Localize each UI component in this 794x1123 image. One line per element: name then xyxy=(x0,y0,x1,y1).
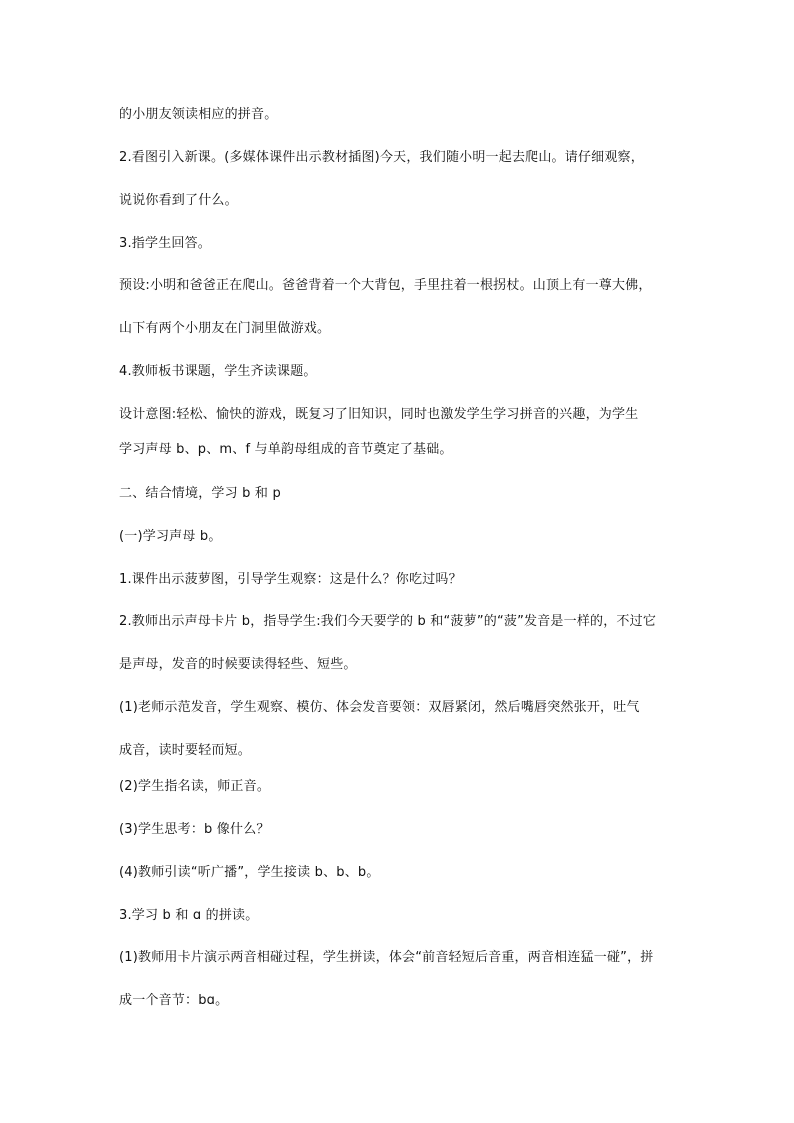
text-line: 的小朋友领读相应的拼音。 xyxy=(119,107,278,122)
text-line: 4.教师板书课题，学生齐读课题。 xyxy=(119,364,317,379)
text-line: (1)老师示范发音，学生观察、模仿、体会发音要领：双唇紧闭，然后嘴唇突然张开，吐气 xyxy=(119,700,640,715)
text-line: 成音，读时要轻而短。 xyxy=(119,743,252,758)
text-line: 设计意图:轻松、愉快的游戏，既复习了旧知识，同时也激发学生学习拼音的兴趣，为学生 xyxy=(119,407,639,422)
text-line: 是声母，发音的时候要读得轻些、短些。 xyxy=(119,657,357,672)
section-heading: 二、结合情境，学习 b 和 p xyxy=(119,486,281,501)
text-line: (4)教师引读“听广播”，学生接读 b、b、b。 xyxy=(119,865,380,880)
text-line: 2.教师出示声母卡片 b，指导学生:我们今天要学的 b 和“菠萝”的“菠”发音是一样的，不过它 xyxy=(119,614,657,629)
text-line: 3.学习 b 和 ɑ 的拼读。 xyxy=(119,908,259,923)
text-line: 成一个音节：bɑ。 xyxy=(119,993,229,1008)
text-line: (1)教师用卡片演示两音相碰过程，学生拼读，体会“前音轻短后音重，两音相连猛一碰”，拼 xyxy=(119,950,654,965)
text-line: 预设:小明和爸爸正在爬山。爸爸背着一个大背包，手里拄着一根拐杖。山顶上有一尊大佛， xyxy=(119,278,652,293)
text-line: 1.课件出示菠萝图，引导学生观察：这是什么？你吃过吗？ xyxy=(119,572,462,587)
subsection-heading: (一)学习声母 b。 xyxy=(119,529,222,544)
text-line: 说说你看到了什么。 xyxy=(119,193,238,208)
text-line: (2)学生指名读，师正音。 xyxy=(119,779,271,794)
text-line: 山下有两个小朋友在门洞里做游戏。 xyxy=(119,321,331,336)
text-line: 2.看图引入新课。(多媒体课件出示教材插图)今天，我们随小明一起去爬山。请仔细观察， xyxy=(119,150,644,165)
text-line: 3.指学生回答。 xyxy=(119,236,212,251)
text-line: 学习声母 b、p、m、f 与单韵母组成的音节奠定了基础。 xyxy=(119,442,453,457)
text-line: (3)学生思考：b 像什么？ xyxy=(119,822,270,837)
